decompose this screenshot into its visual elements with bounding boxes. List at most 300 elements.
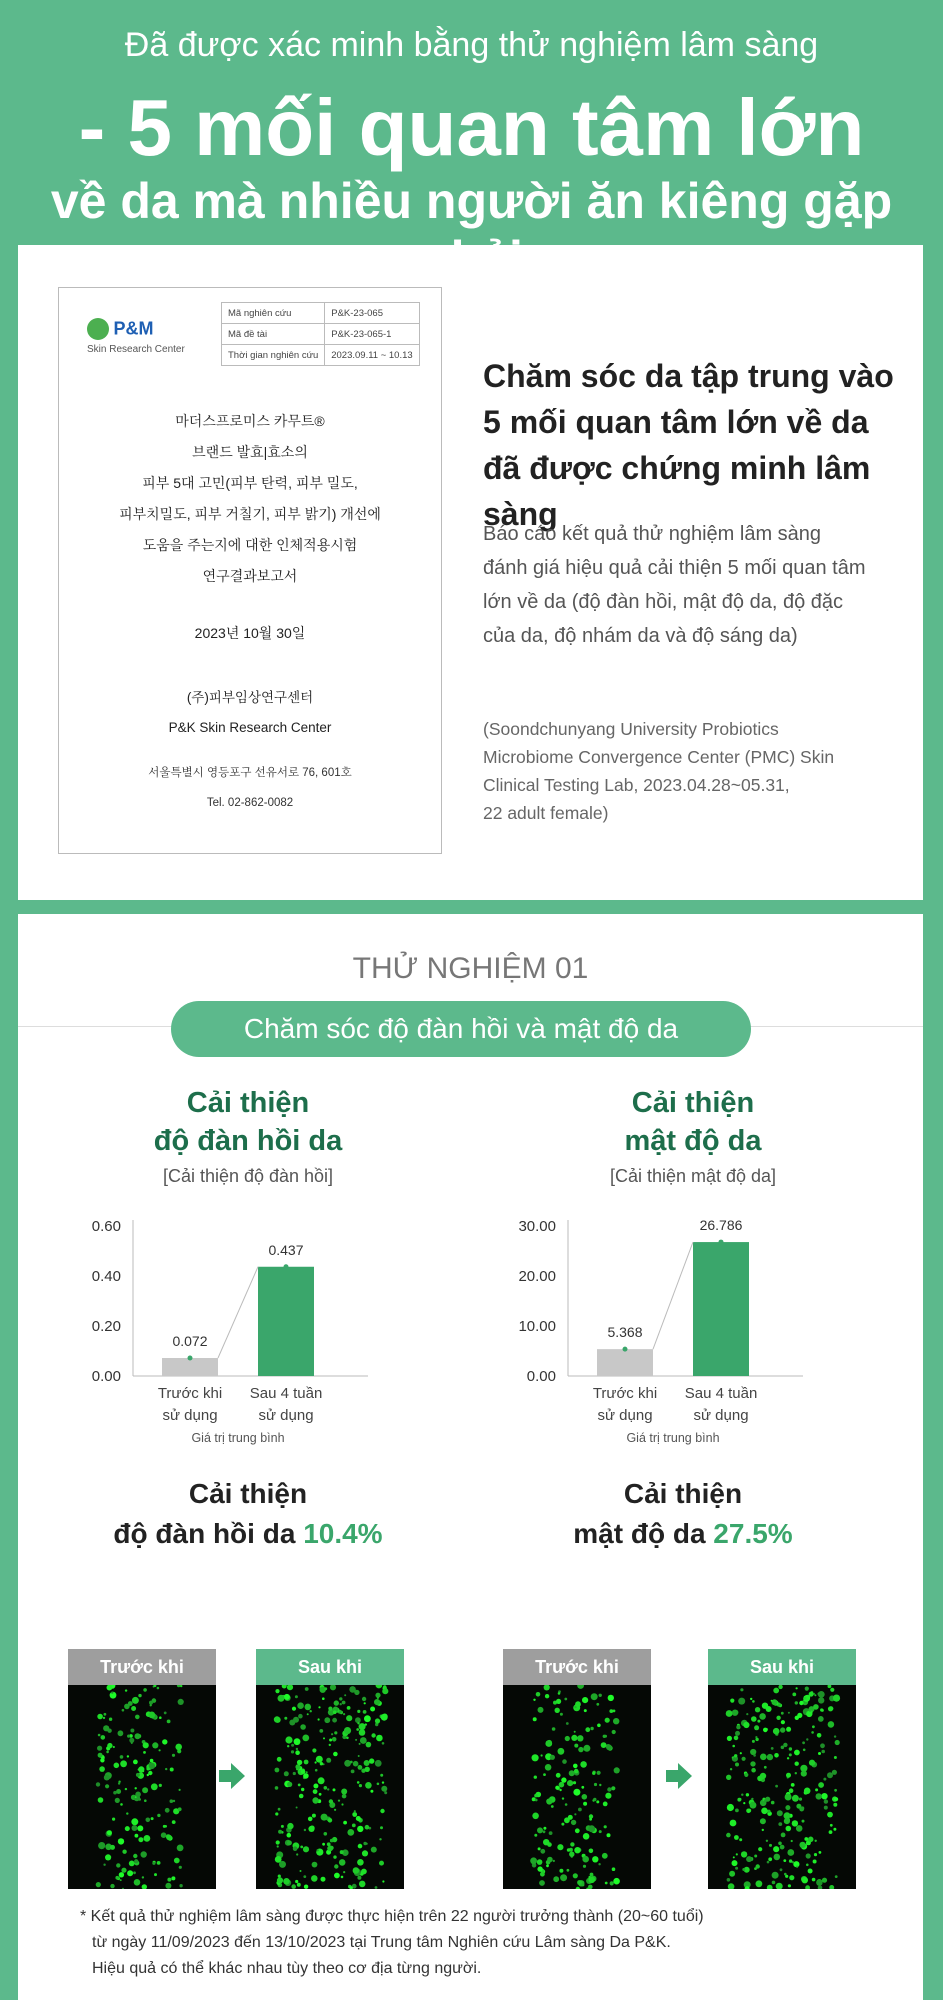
center-name-en: P&K Skin Research Center (168, 720, 332, 735)
fiber-dot (834, 1735, 836, 1737)
meta-key: Thời gian nghiên cứu (222, 345, 325, 366)
fiber-dot (772, 1881, 776, 1885)
fiber-dot (818, 1886, 823, 1890)
fiber-dot (334, 1809, 336, 1811)
fiber-dot (573, 1789, 580, 1796)
meta-value: 2023.09.11 ~ 10.13 (325, 345, 419, 366)
fiber-dot (756, 1864, 760, 1868)
fiber-dot (773, 1728, 780, 1735)
fiber-dot (733, 1856, 735, 1858)
result-line (473, 1514, 893, 1554)
fiber-dot (772, 1872, 779, 1879)
fiber-dot (583, 1833, 590, 1840)
fiber-dot (120, 1755, 124, 1759)
fiber-dot (292, 1707, 296, 1711)
fiber-dot (532, 1754, 539, 1761)
fiber-dot (795, 1762, 799, 1766)
fiber-dot (764, 1799, 767, 1802)
fiber-dot (365, 1782, 372, 1789)
report-title-line: 도움을 주는지에 대한 인체적용시험 (142, 537, 358, 553)
fiber-dot (732, 1860, 738, 1866)
fiber-dot (135, 1834, 139, 1838)
fiber-dot (815, 1788, 818, 1791)
fiber-dot (287, 1823, 293, 1829)
fiber-dot (167, 1720, 171, 1724)
fiber-dot (756, 1880, 763, 1887)
fiber-dot (162, 1739, 167, 1744)
fiber-dot (558, 1692, 561, 1695)
intro-title-line: đã được chứng minh lâm sàng (483, 450, 871, 532)
fiber-dot (771, 1700, 773, 1702)
intro-title (483, 353, 923, 537)
result-line: Cải thiện (188, 1478, 308, 1509)
fiber-dot (141, 1851, 147, 1857)
fiber-dot (804, 1837, 808, 1841)
micro-texture (68, 1685, 216, 1889)
fiber-dot (339, 1859, 346, 1866)
result-line: Cải thiện (623, 1478, 743, 1509)
fiber-dot (605, 1882, 608, 1885)
fiber-dot (277, 1845, 279, 1847)
fiber-dot (734, 1754, 737, 1757)
fiber-dot (802, 1741, 805, 1744)
fiber-dot (312, 1862, 318, 1868)
fiber-dot (792, 1820, 798, 1826)
fiber-dot (363, 1842, 366, 1845)
result-line (38, 1514, 458, 1554)
fiber-dot (307, 1713, 309, 1715)
fiber-dot (358, 1765, 363, 1770)
fiber-dot (125, 1788, 127, 1790)
fiber-dot (733, 1710, 738, 1715)
fiber-dot (544, 1685, 550, 1691)
fiber-dot (574, 1744, 578, 1748)
fiber-dot (796, 1687, 798, 1689)
fiber-dot (165, 1768, 167, 1770)
fiber-dot (107, 1830, 112, 1835)
fiber-dot (795, 1701, 798, 1704)
fiber-dot (303, 1875, 306, 1878)
fiber-dot (333, 1788, 336, 1791)
fiber-dot (589, 1818, 592, 1821)
fiber-dot (178, 1807, 182, 1811)
fiber-dot (287, 1782, 292, 1787)
fiber-dot (319, 1793, 322, 1796)
fiber-dot (161, 1832, 167, 1838)
fiber-dot (300, 1846, 303, 1849)
fiber-dot (294, 1738, 301, 1745)
fiber-dot (355, 1717, 361, 1723)
fiber-dot (730, 1820, 737, 1827)
fiber-dot (351, 1770, 355, 1774)
fiber-dot (550, 1755, 555, 1760)
fiber-dot (812, 1878, 816, 1882)
brand-subtitle: Skin Research Center (87, 344, 185, 355)
fiber-dot (354, 1690, 359, 1695)
fiber-dot (291, 1750, 294, 1753)
fiber-dot (353, 1867, 360, 1874)
title-line: mật độ da (624, 1125, 762, 1157)
meta-key: Mã nghiên cứu (222, 303, 325, 324)
fiber-dot (312, 1797, 318, 1803)
fiber-dot (164, 1712, 167, 1715)
fiber-dot (778, 1685, 782, 1689)
fiber-dot (743, 1802, 745, 1804)
fiber-dot (538, 1707, 544, 1713)
x-tick-label: Sau 4 tuần (684, 1385, 758, 1402)
fiber-dot (333, 1855, 336, 1858)
fiber-dot (788, 1712, 790, 1714)
fiber-dot (116, 1863, 120, 1867)
fiber-dot (604, 1825, 607, 1828)
fiber-dot (567, 1848, 571, 1852)
micro-texture (256, 1685, 404, 1889)
fiber-dot (174, 1858, 180, 1864)
fiber-dot (152, 1742, 158, 1748)
fiber-dot (165, 1808, 170, 1813)
fiber-dot (324, 1832, 328, 1836)
fiber-dot (332, 1737, 337, 1742)
fiber-dot (293, 1772, 296, 1775)
fiber-dot (762, 1829, 764, 1831)
fiber-dot (741, 1794, 743, 1796)
fiber-dot (553, 1860, 555, 1862)
fiber-dot (583, 1745, 590, 1752)
fiber-dot (299, 1794, 304, 1799)
fiber-dot (538, 1847, 541, 1850)
fiber-dot (359, 1723, 366, 1730)
fiber-dot (537, 1866, 542, 1871)
fiber-dot (151, 1783, 158, 1790)
fiber-dot (607, 1787, 611, 1791)
fiber-dot (743, 1722, 749, 1728)
fiber-dot (179, 1789, 181, 1791)
fiber-dot (376, 1735, 383, 1742)
fiber-dot (296, 1853, 298, 1855)
fiber-dot (285, 1736, 292, 1743)
report-title-line: 연구결과보고서 (202, 568, 298, 584)
result-percent: 10.4% (303, 1518, 383, 1549)
fiber-dot (753, 1754, 756, 1757)
fiber-dot (144, 1835, 151, 1842)
fiber-dot (565, 1803, 568, 1806)
fiber-dot (592, 1772, 595, 1775)
fiber-dot (540, 1849, 545, 1854)
fiber-dot (789, 1753, 792, 1756)
fiber-dot (582, 1697, 588, 1703)
fiber-dot (760, 1754, 767, 1761)
fiber-dot (537, 1859, 543, 1865)
fiber-dot (792, 1693, 796, 1697)
fiber-dot (797, 1713, 802, 1718)
fiber-dot (159, 1749, 161, 1751)
fiber-dot (760, 1818, 766, 1824)
fiber-dot (592, 1856, 598, 1862)
fiber-dot (375, 1886, 378, 1889)
fiber-dot (323, 1737, 325, 1739)
fiber-dot (97, 1746, 102, 1751)
after-label: Sau khi (256, 1649, 404, 1685)
fiber-dot (809, 1709, 812, 1712)
fiber-dot (582, 1856, 589, 1863)
density-column (483, 1084, 903, 1187)
fiber-dot (318, 1718, 320, 1720)
fiber-dot (302, 1735, 309, 1742)
fiber-dot (602, 1853, 608, 1859)
fiber-dot (532, 1813, 539, 1820)
fiber-dot (727, 1804, 734, 1811)
fiber-dot (775, 1785, 778, 1788)
fiber-dot (332, 1718, 337, 1723)
fiber-dot (98, 1842, 105, 1849)
fiber-dot (818, 1716, 824, 1722)
fiber-dot (777, 1810, 783, 1816)
fiber-dot (347, 1829, 354, 1836)
fiber-dot (130, 1729, 134, 1733)
fiber-dot (751, 1716, 757, 1722)
fiber-dot (359, 1743, 361, 1745)
meta-key: Mã đề tài (222, 324, 325, 345)
value-label: 5.368 (607, 1324, 643, 1341)
fiber-dot (750, 1802, 757, 1809)
fiber-dot (287, 1685, 293, 1690)
fiber-dot (791, 1783, 795, 1787)
fiber-dot (364, 1702, 366, 1704)
fiber-dot (813, 1704, 819, 1710)
fiber-dot (827, 1812, 833, 1818)
fiber-dot (383, 1685, 386, 1688)
fiber-dot (327, 1788, 329, 1790)
fiber-dot (343, 1871, 345, 1873)
fiber-dot (754, 1855, 757, 1858)
fiber-dot (791, 1840, 793, 1842)
fiber-dot (727, 1736, 732, 1741)
tel-line: Tel. 02-862-0082 (206, 797, 294, 809)
fiber-dot (322, 1697, 325, 1700)
intro-citation (483, 715, 834, 827)
fiber-dot (768, 1857, 772, 1861)
fiber-dot (614, 1767, 620, 1773)
fiber-dot (537, 1827, 543, 1833)
fiber-dot (317, 1849, 319, 1851)
before-label: Trước khi (503, 1649, 651, 1685)
trend-line (218, 1267, 258, 1358)
fiber-dot (559, 1869, 563, 1873)
fiber-dot (118, 1782, 120, 1784)
fiber-dot (547, 1857, 553, 1863)
fiber-dot (125, 1689, 127, 1691)
fiber-dot (726, 1833, 731, 1838)
fiber-dot (780, 1868, 783, 1871)
fiber-dot (820, 1743, 825, 1748)
fiber-dot (122, 1709, 125, 1712)
fiber-dot (806, 1738, 808, 1740)
fiber-dot (577, 1880, 582, 1885)
fiber-dot (313, 1789, 318, 1794)
bar-top-dot (719, 1240, 724, 1245)
fiber-dot (751, 1798, 753, 1800)
fiber-dot (834, 1789, 837, 1792)
cite-line: Clinical Testing Lab, 2023.04.28~05.31, (483, 775, 790, 795)
fiber-dot (356, 1816, 361, 1821)
fiber-dot (96, 1782, 100, 1786)
fiber-dot (179, 1884, 182, 1887)
fiber-dot (146, 1818, 151, 1823)
fiber-dot (338, 1800, 340, 1802)
fiber-dot (324, 1717, 330, 1723)
fiber-dot (567, 1780, 573, 1786)
arrow-right-icon (664, 1761, 694, 1791)
elasticity-subtitle: [Cải thiện độ đàn hồi] (162, 1166, 334, 1186)
fiber-dot (605, 1718, 610, 1723)
fiber-dot (135, 1733, 141, 1739)
fiber-dot (781, 1833, 786, 1838)
fiber-dot (376, 1685, 383, 1688)
fiber-dot (794, 1750, 800, 1756)
fiber-dot (340, 1850, 344, 1854)
fiber-dot (380, 1809, 384, 1813)
fiber-dot (589, 1877, 596, 1884)
fiber-dot (152, 1862, 155, 1865)
fiber-dot (599, 1694, 602, 1697)
fiber-dot (277, 1757, 282, 1762)
fiber-dot (362, 1697, 366, 1701)
fiber-dot (576, 1887, 580, 1889)
micro-texture (503, 1685, 651, 1889)
fiber-dot (583, 1802, 587, 1806)
bar (597, 1349, 653, 1376)
fiber-dot (308, 1817, 313, 1822)
fiber-dot (360, 1737, 367, 1744)
fiber-dot (817, 1733, 822, 1738)
fiber-dot (612, 1867, 616, 1871)
fiber-dot (735, 1867, 738, 1870)
fiber-dot (96, 1882, 101, 1887)
fiber-dot (167, 1878, 171, 1882)
cite-line: 22 adult female) (483, 803, 609, 823)
after-label: Sau khi (708, 1649, 856, 1685)
cite-line: Microbiome Convergence Center (PMC) Skin (483, 747, 835, 767)
fiber-dot (135, 1715, 140, 1720)
report-address (59, 758, 441, 818)
fiber-dot (564, 1817, 570, 1823)
fiber-dot (129, 1861, 135, 1867)
title-line: Cải thiện (631, 1087, 755, 1119)
fiber-dot (788, 1884, 791, 1887)
fiber-dot (774, 1753, 779, 1758)
fiber-dot (802, 1820, 805, 1823)
pm-logo (87, 318, 185, 355)
fiber-dot (122, 1888, 124, 1889)
fiber-dot (746, 1856, 752, 1862)
fiber-dot (277, 1877, 283, 1883)
fiber-dot (819, 1851, 822, 1854)
fiber-dot (295, 1880, 298, 1883)
fiber-dot (789, 1747, 792, 1750)
fiber-dot (278, 1830, 282, 1834)
fiber-dot (135, 1787, 137, 1789)
fiber-dot (755, 1707, 760, 1712)
fiber-dot (364, 1715, 371, 1722)
fiber-dot (605, 1793, 611, 1799)
fiber-dot (569, 1770, 575, 1776)
fiber-dot (730, 1768, 732, 1770)
fiber-dot (357, 1710, 360, 1713)
fiber-dot (735, 1731, 740, 1736)
fiber-dot (824, 1806, 828, 1810)
fiber-dot (588, 1825, 595, 1832)
fiber-dot (106, 1751, 109, 1754)
fiber-dot (750, 1698, 752, 1700)
bar-top-dot (188, 1356, 193, 1361)
bar-top-dot (623, 1347, 628, 1352)
fiber-dot (599, 1830, 602, 1833)
desc-line: lớn về da (độ đàn hồi, mật độ da, độ đặc (483, 591, 844, 613)
micro-texture (708, 1685, 856, 1889)
fiber-dot (818, 1697, 824, 1703)
fiber-dot (110, 1845, 115, 1850)
fiber-dot (142, 1787, 148, 1793)
fiber-dot (583, 1865, 586, 1868)
fiber-dot (329, 1799, 333, 1803)
fiber-dot (114, 1763, 120, 1769)
fiber-dot (734, 1835, 739, 1840)
fiber-dot (535, 1799, 538, 1802)
fiber-dot (589, 1849, 594, 1854)
fiber-dot (562, 1759, 567, 1764)
fiber-dot (115, 1798, 120, 1803)
fiber-dot (313, 1784, 318, 1789)
fiber-dot (137, 1825, 143, 1831)
fiber-dot (741, 1851, 747, 1857)
fiber-dot (739, 1838, 742, 1841)
fiber-dot (787, 1849, 794, 1856)
intro-title-line: 5 mối quan tâm lớn về da (483, 404, 869, 440)
fiber-dot (357, 1826, 363, 1832)
fiber-dot (134, 1879, 141, 1886)
fiber-dot (382, 1781, 384, 1783)
fiber-dot (786, 1826, 792, 1832)
fiber-dot (275, 1689, 279, 1693)
fiber-dot (547, 1740, 552, 1745)
fiber-dot (109, 1718, 112, 1721)
fiber-dot (816, 1880, 822, 1886)
desc-line: Báo cáo kết quả thử nghiệm lâm sàng (483, 523, 822, 545)
fiber-dot (315, 1769, 318, 1772)
fiber-dot (612, 1730, 616, 1734)
fiber-dot (767, 1810, 770, 1813)
fiber-dot (99, 1766, 105, 1772)
fiber-dot (319, 1729, 323, 1733)
fiber-dot (834, 1756, 837, 1759)
fiber-dot (744, 1773, 748, 1777)
density-result (473, 1474, 893, 1554)
fiber-dot (571, 1820, 576, 1825)
fiber-dot (303, 1846, 309, 1852)
fiber-dot (379, 1861, 384, 1866)
fiber-dot (613, 1718, 619, 1724)
fiber-dot (821, 1793, 827, 1799)
fiber-dot (835, 1875, 838, 1878)
arrow-right-icon (217, 1761, 247, 1791)
fiber-dot (365, 1767, 370, 1772)
fiber-dot (121, 1868, 126, 1873)
fiber-dot (780, 1845, 785, 1850)
fiber-dot (732, 1745, 735, 1748)
fiber-dot (730, 1699, 734, 1703)
fiber-dot (545, 1694, 549, 1698)
fiber-dot (331, 1733, 333, 1735)
